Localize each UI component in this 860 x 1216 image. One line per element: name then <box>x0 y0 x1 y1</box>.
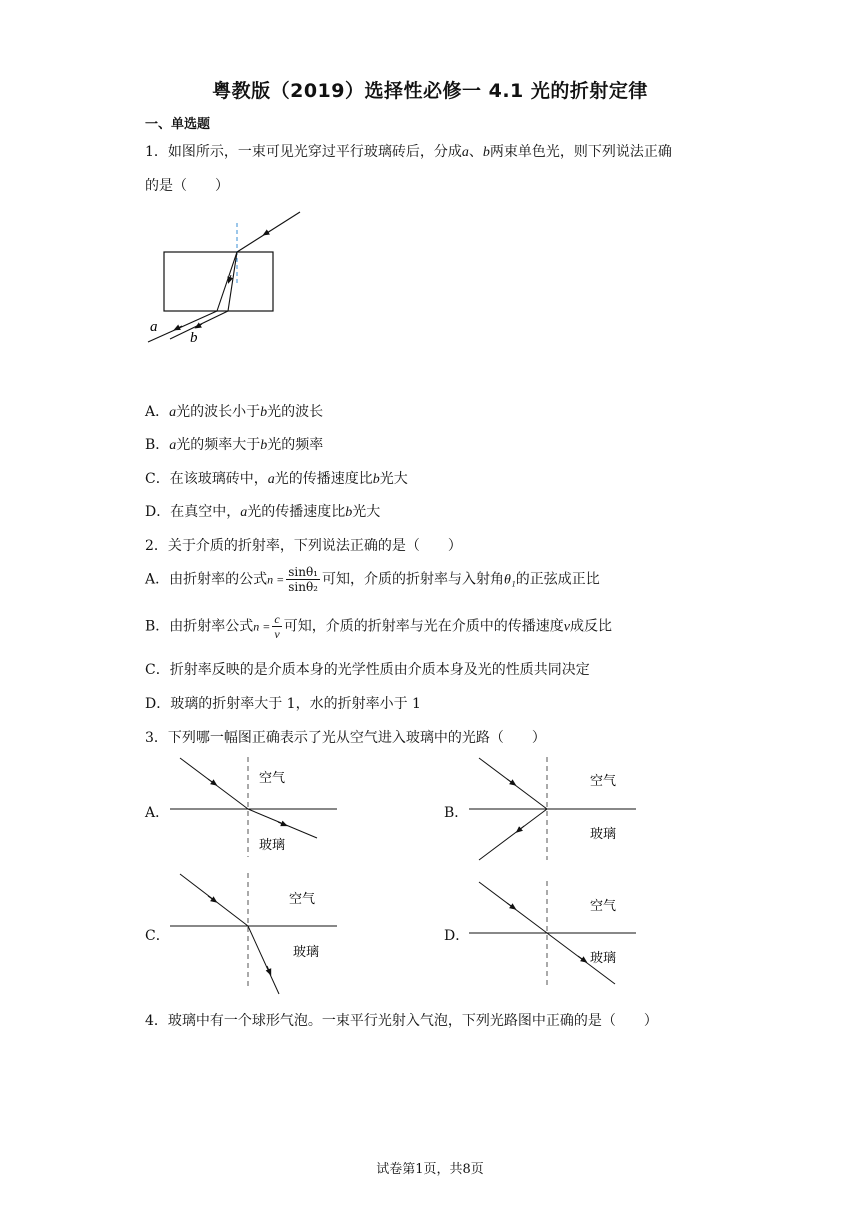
ray-a-out <box>148 311 217 342</box>
refracted-arrow <box>578 956 585 961</box>
q3-diagram-c[interactable] <box>165 868 345 998</box>
q2-a-fraction <box>286 565 320 594</box>
q2-a-pre: A．由折射率的公式 <box>145 571 268 588</box>
q3-diagram-d[interactable] <box>464 876 644 991</box>
q2-a-post: 可知，介质的折射率与入射角 <box>322 571 504 588</box>
q1-option-b-var1: a <box>169 438 177 453</box>
q3-stem: 3．下列哪一幅图正确表示了光从空气进入玻璃中的光路（ ） <box>145 730 546 746</box>
ray-a-inside <box>217 252 237 311</box>
refracted-arrow <box>278 822 285 825</box>
q2-option-b[interactable] <box>145 612 612 641</box>
incident-arrow <box>208 779 215 784</box>
q1-option-c-var2: b <box>372 472 380 487</box>
q2-b-num: c <box>274 612 280 626</box>
q1-glass-slab-diagram <box>140 205 320 355</box>
q1-option-c[interactable] <box>145 468 408 488</box>
q1-option-a-prefix: A． <box>145 404 170 420</box>
glass-label: 玻璃 <box>293 945 320 960</box>
q1-option-b-prefix: B． <box>145 437 170 453</box>
q1-option-d-mid: 光的传播速度比 <box>247 504 346 520</box>
q1-option-a-var1: a <box>169 405 177 420</box>
glass-label: 玻璃 <box>259 838 286 853</box>
q1-stem-text: 1．如图所示，一束可见光穿过平行玻璃砖后，分成 <box>145 144 462 160</box>
incident-arrow <box>507 903 514 908</box>
q3-diagram-a[interactable] <box>165 752 345 862</box>
q3-label-b[interactable]: B． <box>444 805 469 821</box>
q1-sep: 、 <box>468 144 483 160</box>
q2-b-fraction <box>272 612 281 641</box>
q2-a-den: sinθ₂ <box>288 580 318 594</box>
q1-option-c-mid: 光的传播速度比 <box>274 471 373 487</box>
q3-diagram-b[interactable] <box>464 752 644 867</box>
q1-option-a-mid: 光的波长小于 <box>176 404 261 420</box>
q2-option-c[interactable]: C．折射率反映的是介质本身的光学性质由介质本身及光的性质共同决定 <box>145 662 590 678</box>
q1-option-a[interactable] <box>145 401 323 421</box>
q1-var-a: a <box>461 145 469 160</box>
q2-b-den: v <box>274 627 280 641</box>
q1-option-a-end: 光的波长 <box>267 404 324 420</box>
incident-arrow <box>208 896 215 901</box>
ray-b-inside <box>228 252 237 311</box>
ray-b-out <box>170 311 228 339</box>
q1-stem-line1 <box>145 141 672 161</box>
air-label: 空气 <box>590 899 617 914</box>
q1-var-b: b <box>482 145 490 160</box>
refracted-ray <box>479 809 547 860</box>
q1-option-c-prefix: C．在该玻璃砖中， <box>145 471 268 487</box>
q2-b-end: 成反比 <box>569 618 612 635</box>
air-label: 空气 <box>590 774 617 789</box>
refracted-arrow <box>518 826 524 831</box>
air-label: 空气 <box>259 771 286 786</box>
q1-option-b-end: 光的频率 <box>267 437 324 453</box>
incident-arrow <box>507 779 514 784</box>
label-b: b <box>190 330 198 346</box>
q2-option-a[interactable] <box>145 565 600 594</box>
q2-b-post: 可知，介质的折射率与光在介质中的传播速度 <box>283 618 564 635</box>
air-label: 空气 <box>289 892 316 907</box>
q1-option-d[interactable] <box>145 501 380 521</box>
q2-b-v: v <box>563 619 570 635</box>
q4-stem: 4．玻璃中有一个球形气泡。一束平行光射入气泡，下列光路图中正确的是（ ） <box>145 1013 658 1029</box>
q2-b-n: n = <box>253 619 271 634</box>
q1-option-b[interactable] <box>145 434 323 454</box>
page-title: 粤教版（2019）选择性必修一 4.1 光的折射定律 <box>212 80 648 102</box>
q1-option-b-mid: 光的频率大于 <box>176 437 261 453</box>
glass-label: 玻璃 <box>590 951 617 966</box>
q3-label-d[interactable]: D． <box>444 928 470 944</box>
q1-option-c-var1: a <box>267 472 275 487</box>
label-a: a <box>150 319 158 335</box>
q2-a-num: sinθ₁ <box>288 565 318 579</box>
q2-a-n: n = <box>267 572 285 587</box>
glass-label: 玻璃 <box>590 827 617 842</box>
q1-option-d-end: 光大 <box>352 504 381 520</box>
q3-label-c[interactable]: C． <box>145 928 170 944</box>
glass-slab <box>164 252 273 311</box>
q1-stem-end: 两束单色光，则下列说法正确 <box>489 144 672 160</box>
q1-option-d-var2: b <box>345 505 353 520</box>
q1-option-d-prefix: D．在真空中， <box>145 504 241 520</box>
q2-stem: 2．关于介质的折射率，下列说法正确的是（ ） <box>145 538 462 554</box>
q2-b-pre: B．由折射率公式 <box>145 618 254 635</box>
q1-option-d-var1: a <box>240 505 248 520</box>
section-heading: 一、单选题 <box>145 117 211 132</box>
incident-arrow <box>265 231 270 234</box>
q2-option-d[interactable]: D．玻璃的折射率大于 1，水的折射率小于 1 <box>145 696 421 712</box>
q2-a-theta: θ₁ <box>504 572 516 588</box>
refracted-ray <box>248 926 279 994</box>
q1-option-a-var2: b <box>260 405 268 420</box>
q1-option-c-end: 光大 <box>379 471 408 487</box>
q1-stem-line2: 的是（ ） <box>145 178 229 194</box>
q2-a-end: 的正弦成正比 <box>515 571 600 588</box>
q1-option-b-var2: b <box>260 438 268 453</box>
q3-label-a[interactable]: A． <box>145 805 170 821</box>
page-footer: 试卷第1页，共8页 <box>376 1162 484 1177</box>
